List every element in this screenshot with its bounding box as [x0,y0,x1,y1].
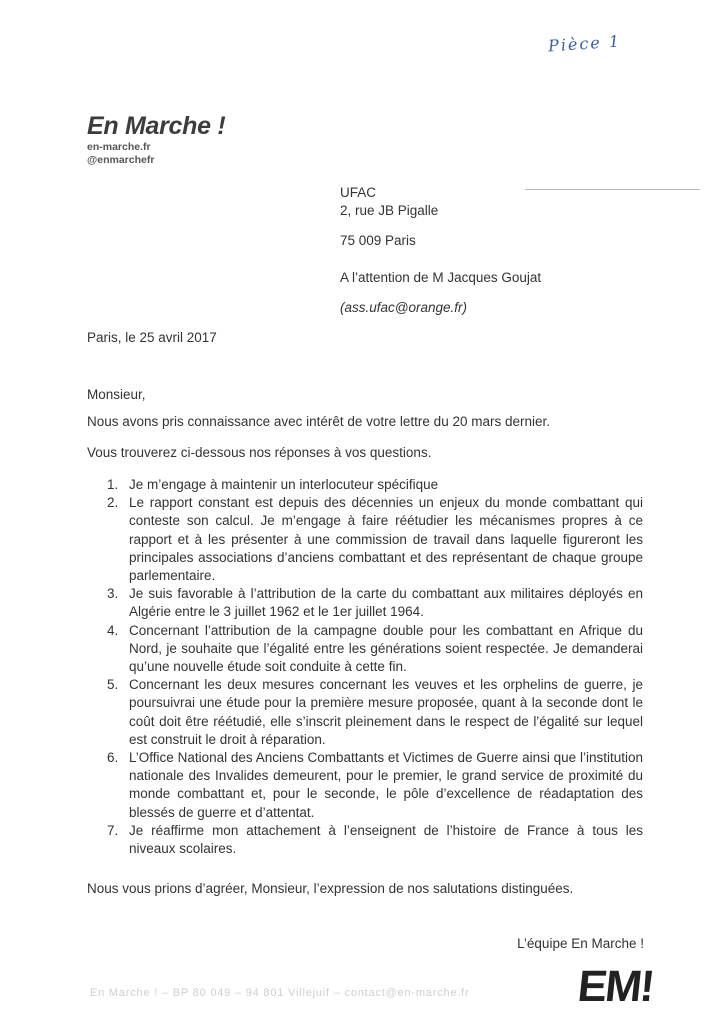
list-item [87,749,643,822]
list-item-number: 1. [107,477,119,492]
handwritten-note: Pièce 1 [547,31,622,56]
sender-logo-title: En Marche ! [87,112,226,140]
list-item-number: 7. [107,822,119,838]
list-item-number: 5. [107,677,119,693]
paragraph-1: Nous avons pris connaissance avec intérêt de votre lettre du 20 mars dernier. [87,414,550,429]
list-item [87,585,643,621]
list-item-text: Le rapport constant est depuis des décennies un enjeux du monde combattant qui conteste son calcul. Je m’engage à faire réétudier les mécanismes propres à ce rapport et à les présenter à une commission de travail dans laquelle figureront les principales associations d’anciens combattant et des représentant de chaque groupe parlementaire. [129,495,643,584]
list-item [87,822,643,858]
recipient-city: 75 009 Paris [340,233,416,248]
list-item-text: Concernant les deux mesures concernant les veuves et les orphelins de guerre, je poursuivrai une étude pour la première mesure proposée, quant à la seconde dont le coût doit être réétudié, elle s’inscrit pleinement dans le respect de l’égalité sur lequel est construit le droit à réparation. [129,677,643,747]
list-item-text: Je réaffirme mon attachement à l’enseignent de l’histoire de France à tous les niveaux scolaires. [129,822,643,857]
recipient-attention: A l’attention de M Jacques Goujat [340,270,542,285]
date-line: Paris, le 25 avril 2017 [87,330,217,345]
list-item [87,622,643,677]
sender-handle: @enmarchefr [87,154,155,166]
signature: L’équipe En Marche ! [517,936,644,951]
list-item-text: Je m’engage à maintenir un interlocuteur spécifique [129,477,439,492]
closing-formula: Nous vous prions d’agréer, Monsieur, l’expression de nos salutations distinguées. [87,881,574,896]
list-item-text: L’Office National des Anciens Combattants et Victimes de Guerre ainsi que l’institution nationale des Invalides demeurent, pour le premier, le grand service de proximité du monde combattant et, pour le seconde, le pôle d’excellence de réadaptation des blessés de guerre et d’attentat. [129,750,643,820]
list-item [87,476,643,494]
list-item [87,494,643,585]
salutation: Monsieur, [87,387,146,402]
list-item-number: 6. [107,750,119,766]
list-item-text: Concernant l’attribution de la campagne double pour les combattant en Afrique du Nord, je souhaite que l’égalité entre les générations soient respectée. Je demanderai qu’une nouvelle étude soit conduite à cette fin. [129,622,643,675]
em-logo: EM! [575,962,656,1011]
recipient-street: 2, rue JB Pigalle [340,203,439,218]
list-item-text: Je suis favorable à l’attribution de la carte du combattant aux militaires déployés en Algérie entre le 3 juillet 1962 et le 1er juillet 1964. [129,586,643,620]
list-item [87,676,643,749]
paragraph-2: Vous trouverez ci-dessous nos réponses à vos questions. [87,445,432,460]
list-item-number: 4. [107,622,119,638]
list-item-number: 2. [107,495,119,511]
answers-list [87,476,643,858]
list-item-number: 3. [107,586,119,602]
footer-address: En Marche ! – BP 80 049 – 94 801 Villejuif – contact@en-marche.fr [90,987,470,999]
sender-website: en-marche.fr [87,141,151,153]
divider-line [525,189,700,190]
recipient-email: (ass.ufac@orange.fr) [340,300,468,315]
recipient-org: UFAC [340,185,377,200]
